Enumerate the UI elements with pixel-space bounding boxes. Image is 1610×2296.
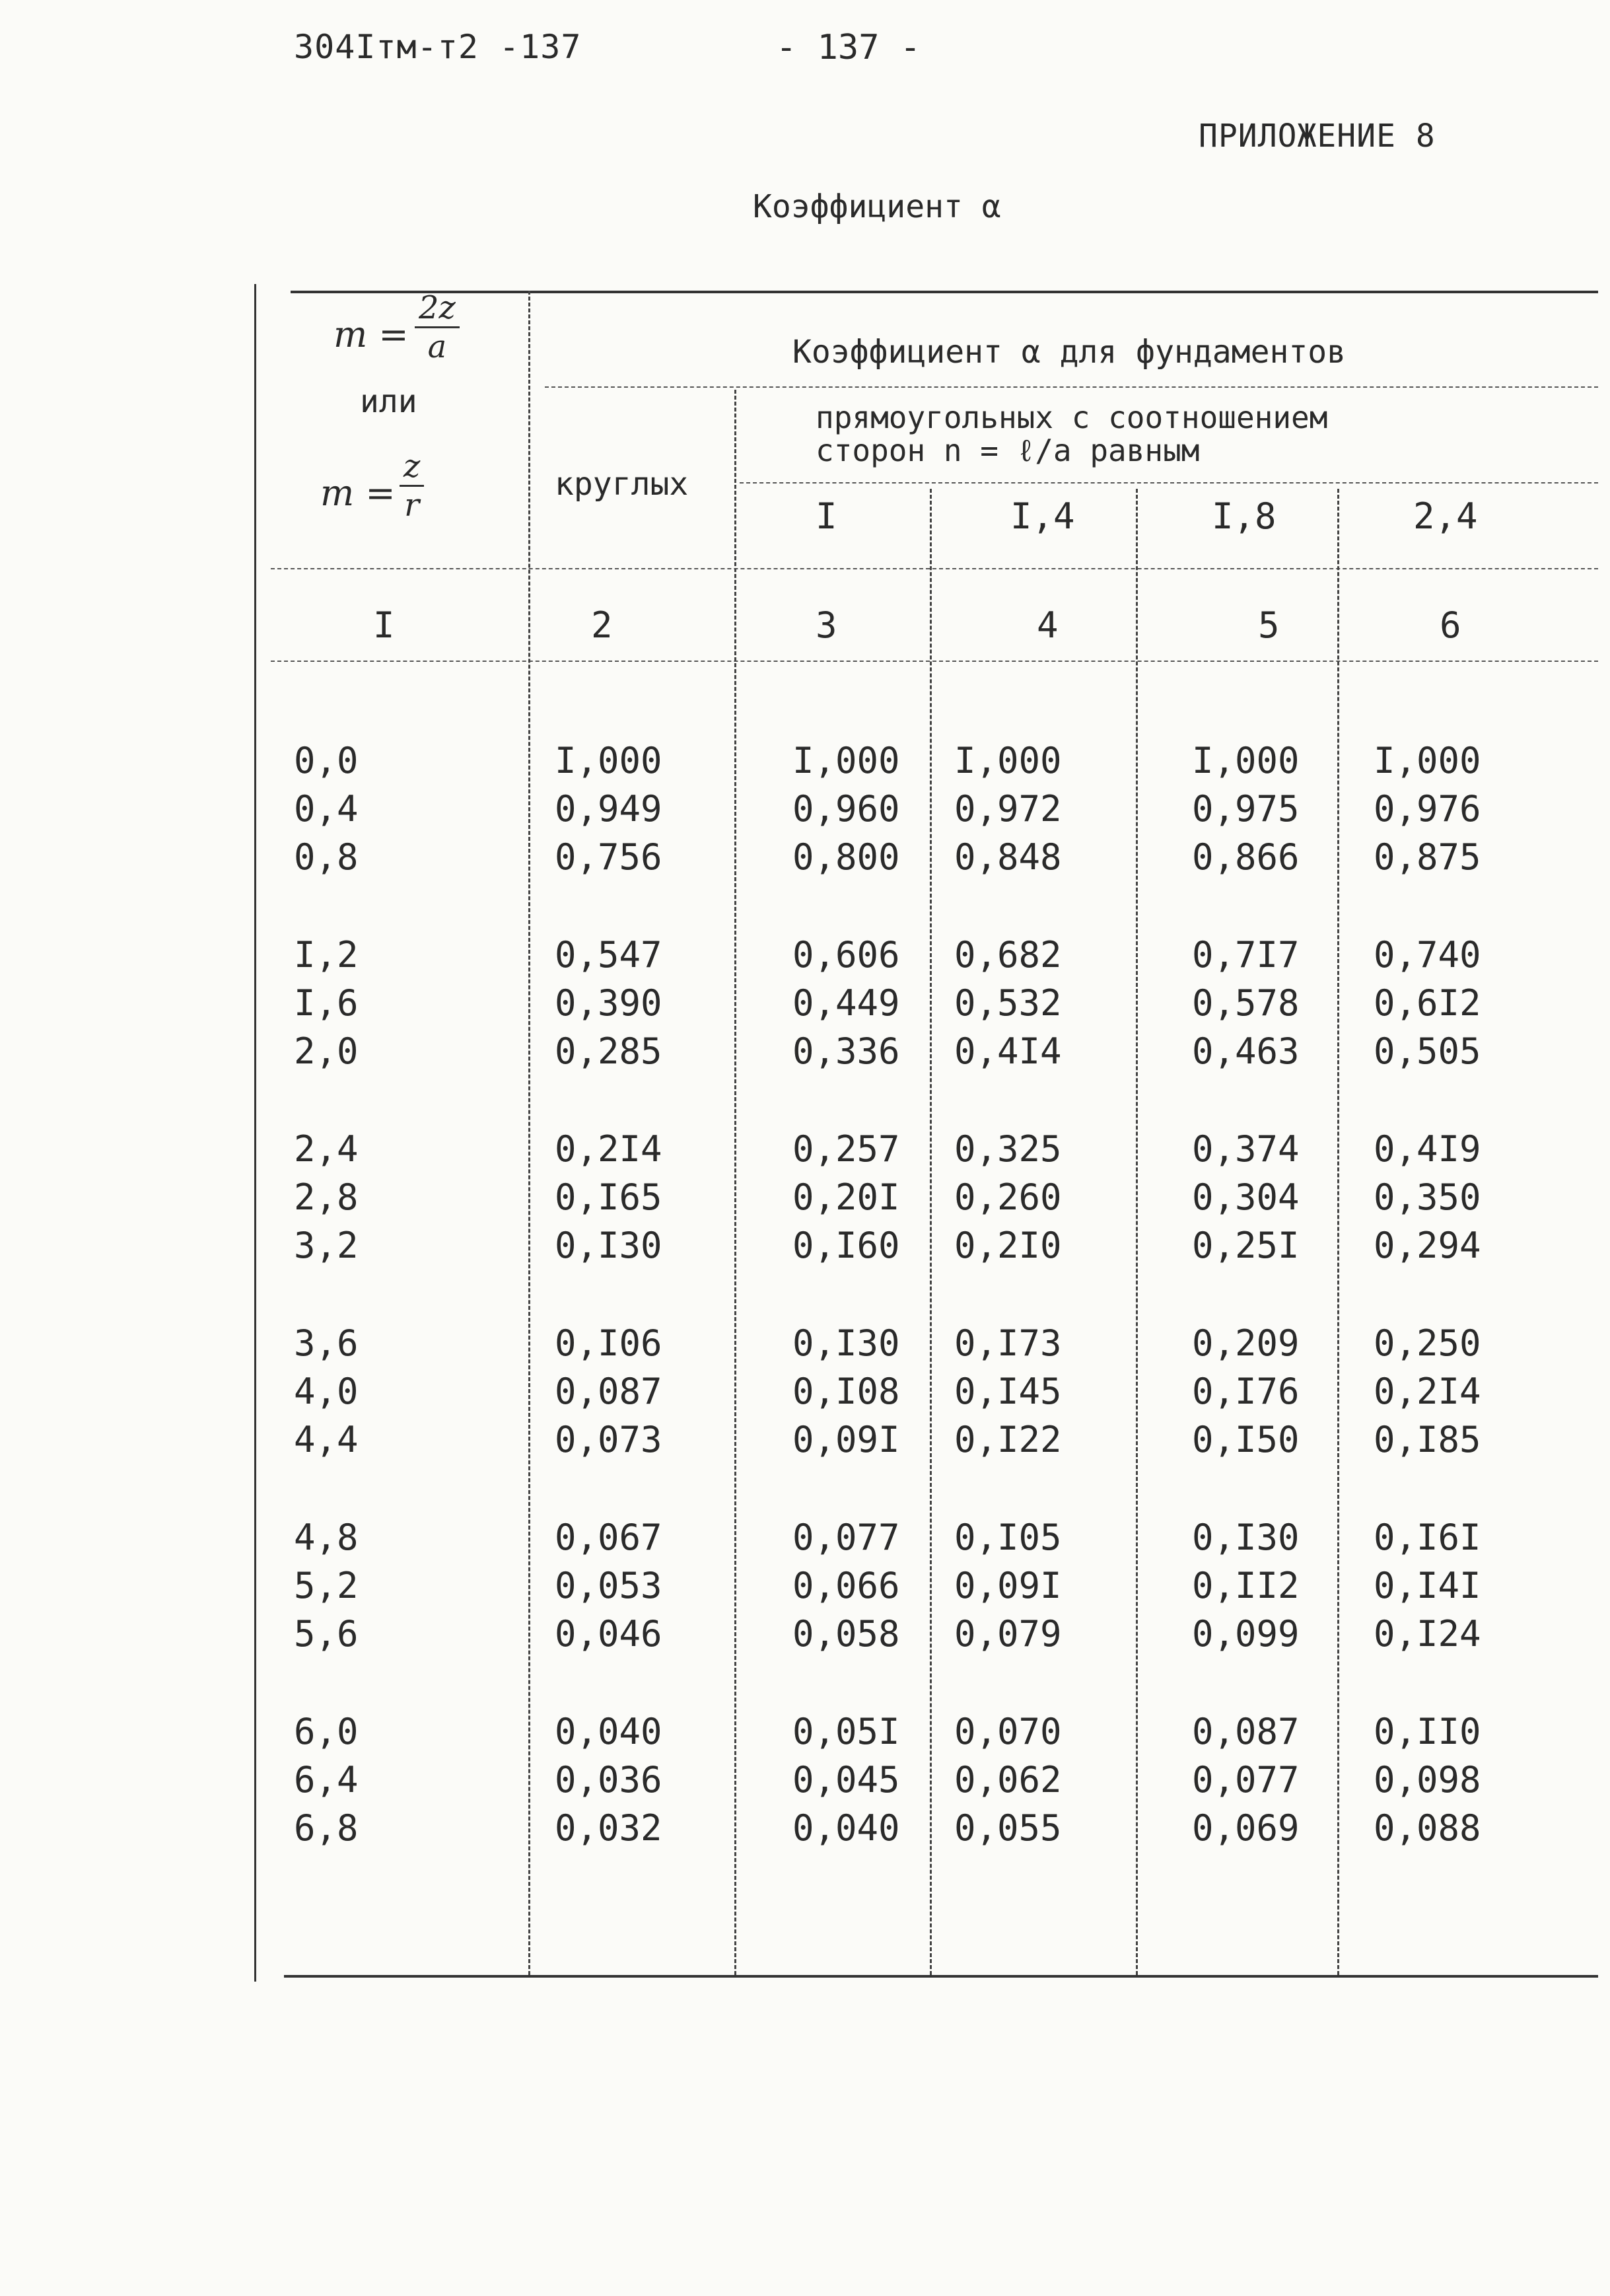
cell-n18: 0,I30 [1192, 1517, 1300, 1558]
cell-round: 0,032 [555, 1807, 662, 1849]
header-subrule [545, 386, 1598, 388]
cell-n1: 0,066 [792, 1565, 900, 1606]
cell-n18: I,000 [1192, 740, 1300, 781]
cell-round: 0,046 [555, 1613, 662, 1655]
cell-n24: 0,250 [1374, 1322, 1481, 1364]
cell-n24: 0,4I9 [1374, 1128, 1481, 1170]
cell-m: 5,2 [294, 1565, 359, 1606]
cell-n14: 0,325 [954, 1128, 1062, 1170]
cell-n14: 0,062 [954, 1759, 1062, 1801]
cell-n14: 0,4I4 [954, 1030, 1062, 1072]
cell-n14: 0,848 [954, 836, 1062, 878]
cell-n18: 0,II2 [1192, 1565, 1300, 1606]
cell-n24: 0,294 [1374, 1225, 1481, 1266]
cell-n18: 0,069 [1192, 1807, 1300, 1849]
cell-n1: 0,045 [792, 1759, 900, 1801]
cell-m: 6,0 [294, 1711, 359, 1752]
col-divider-3 [930, 489, 932, 1975]
cell-n1: 0,800 [792, 836, 900, 878]
cell-m: 3,6 [294, 1322, 359, 1364]
m-fraction-1-numerator: 2z [415, 289, 460, 328]
cell-round: 0,756 [555, 836, 662, 878]
cell-n14: 0,I05 [954, 1517, 1062, 1558]
ratio-header-2: I,4 [1010, 495, 1075, 537]
cell-m: 2,8 [294, 1176, 359, 1218]
cell-m: 5,6 [294, 1613, 359, 1655]
cell-n1: 0,I08 [792, 1371, 900, 1412]
document-code: 304Iтм-т2 -137 [294, 28, 582, 66]
cell-n1: 0,09I [792, 1419, 900, 1460]
cell-n14: 0,2I0 [954, 1225, 1062, 1266]
cell-n18: 0,25I [1192, 1225, 1300, 1266]
ratio-header-3: I,8 [1212, 495, 1277, 537]
cell-n1: 0,05I [792, 1711, 900, 1752]
m-fraction-1-denominator: a [427, 328, 447, 365]
cell-n1: 0,I30 [792, 1322, 900, 1364]
rect-header-line2: сторон n = ℓ/a равным [816, 433, 1200, 468]
head-bottom-rule [271, 568, 1598, 569]
cell-n24: 0,505 [1374, 1030, 1481, 1072]
cell-n24: 0,740 [1374, 934, 1481, 976]
cell-n24: 0,I85 [1374, 1419, 1481, 1460]
cell-n14: I,000 [954, 740, 1062, 781]
cell-n14: 0,I22 [954, 1419, 1062, 1460]
col-number-6: 6 [1440, 604, 1461, 646]
cell-n14: 0,I45 [954, 1371, 1062, 1412]
cell-n14: 0,055 [954, 1807, 1062, 1849]
cell-n1: 0,449 [792, 982, 900, 1024]
ratio-header-4: 2,4 [1413, 495, 1478, 537]
cell-n18: 0,304 [1192, 1176, 1300, 1218]
cell-m: 0,4 [294, 788, 359, 830]
table-left-border [254, 284, 256, 1982]
cell-m: 2,4 [294, 1128, 359, 1170]
cell-n18: 0,578 [1192, 982, 1300, 1024]
col-number-4: 4 [1037, 604, 1059, 646]
cell-round: 0,I06 [555, 1322, 662, 1364]
cell-n14: 0,09I [954, 1565, 1062, 1606]
ratio-header-1: I [816, 495, 837, 537]
colnum-bottom-rule [271, 661, 1598, 662]
cell-round: 0,285 [555, 1030, 662, 1072]
cell-n24: 0,6I2 [1374, 982, 1481, 1024]
cell-round: 0,067 [555, 1517, 662, 1558]
cell-n24: 0,875 [1374, 836, 1481, 878]
cell-round: 0,040 [555, 1711, 662, 1752]
cell-round: 0,390 [555, 982, 662, 1024]
col-divider-2 [734, 390, 736, 1975]
group-title: Коэффициент α для фундаментов [792, 334, 1347, 371]
col-divider-1 [528, 291, 530, 1975]
col-number-2: 2 [591, 604, 613, 646]
cell-n24: 0,976 [1374, 788, 1481, 830]
cell-n18: 0,374 [1192, 1128, 1300, 1170]
col-number-5: 5 [1258, 604, 1280, 646]
cell-n18: 0,209 [1192, 1322, 1300, 1364]
cell-m: 4,0 [294, 1371, 359, 1412]
cell-n24: 0,098 [1374, 1759, 1481, 1801]
table-bottom-rule [284, 1975, 1598, 1978]
cell-n24: 0,2I4 [1374, 1371, 1481, 1412]
page-title: Коэффициент α [753, 188, 1001, 225]
col-number-3: 3 [816, 604, 837, 646]
cell-n18: 0,463 [1192, 1030, 1300, 1072]
col-divider-4 [1136, 489, 1138, 1975]
cell-n1: 0,960 [792, 788, 900, 830]
round-header: круглых [555, 466, 689, 503]
cell-m: 0,8 [294, 836, 359, 878]
page-number: - 137 - [776, 28, 921, 67]
cell-round: 0,087 [555, 1371, 662, 1412]
cell-n24: I,000 [1374, 740, 1481, 781]
cell-n24: 0,I6I [1374, 1517, 1481, 1558]
cell-n14: 0,972 [954, 788, 1062, 830]
cell-n18: 0,099 [1192, 1613, 1300, 1655]
cell-n18: 0,7I7 [1192, 934, 1300, 976]
cell-n18: 0,975 [1192, 788, 1300, 830]
cell-n1: 0,606 [792, 934, 900, 976]
cell-round: 0,I65 [555, 1176, 662, 1218]
rect-subrule [740, 482, 1598, 484]
cell-round: 0,2I4 [555, 1128, 662, 1170]
cell-round: I,000 [555, 740, 662, 781]
m-fraction-2 [400, 448, 424, 524]
cell-m: 6,8 [294, 1807, 359, 1849]
m-fraction-1 [415, 289, 460, 365]
col-number-1: I [373, 604, 395, 646]
cell-m: 4,4 [294, 1419, 359, 1460]
cell-m: 6,4 [294, 1759, 359, 1801]
cell-n1: 0,257 [792, 1128, 900, 1170]
cell-n14: 0,070 [954, 1711, 1062, 1752]
cell-n14: 0,532 [954, 982, 1062, 1024]
cell-round: 0,053 [555, 1565, 662, 1606]
appendix-label: ПРИЛОЖЕНИЕ 8 [1199, 118, 1436, 155]
cell-m: I,2 [294, 934, 359, 976]
m-label-1: m = [333, 314, 409, 355]
cell-n1: 0,040 [792, 1807, 900, 1849]
col-divider-5 [1337, 489, 1339, 1975]
cell-n18: 0,I50 [1192, 1419, 1300, 1460]
cell-n1: 0,058 [792, 1613, 900, 1655]
cell-n18: 0,087 [1192, 1711, 1300, 1752]
cell-round: 0,073 [555, 1419, 662, 1460]
cell-m: 3,2 [294, 1225, 359, 1266]
cell-n1: 0,20I [792, 1176, 900, 1218]
cell-n1: I,000 [792, 740, 900, 781]
or-label: или [360, 383, 417, 420]
cell-n18: 0,866 [1192, 836, 1300, 878]
cell-round: 0,I30 [555, 1225, 662, 1266]
cell-round: 0,036 [555, 1759, 662, 1801]
m-label-2: m = [320, 472, 396, 514]
cell-m: I,6 [294, 982, 359, 1024]
cell-n14: 0,079 [954, 1613, 1062, 1655]
cell-m: 0,0 [294, 740, 359, 781]
cell-n24: 0,I24 [1374, 1613, 1481, 1655]
cell-n18: 0,077 [1192, 1759, 1300, 1801]
cell-m: 2,0 [294, 1030, 359, 1072]
cell-n24: 0,II0 [1374, 1711, 1481, 1752]
m-fraction-2-denominator: r [404, 487, 420, 524]
cell-n14: 0,260 [954, 1176, 1062, 1218]
cell-n24: 0,I4I [1374, 1565, 1481, 1606]
cell-round: 0,547 [555, 934, 662, 976]
table-top-rule [291, 291, 1598, 293]
cell-n1: 0,336 [792, 1030, 900, 1072]
rect-header-line1: прямоугольных с соотношением [816, 400, 1328, 435]
cell-n1: 0,I60 [792, 1225, 900, 1266]
cell-round: 0,949 [555, 788, 662, 830]
cell-n14: 0,682 [954, 934, 1062, 976]
m-fraction-2-numerator: z [400, 448, 424, 487]
cell-n18: 0,I76 [1192, 1371, 1300, 1412]
cell-n24: 0,088 [1374, 1807, 1481, 1849]
cell-n14: 0,I73 [954, 1322, 1062, 1364]
cell-n1: 0,077 [792, 1517, 900, 1558]
cell-m: 4,8 [294, 1517, 359, 1558]
cell-n24: 0,350 [1374, 1176, 1481, 1218]
